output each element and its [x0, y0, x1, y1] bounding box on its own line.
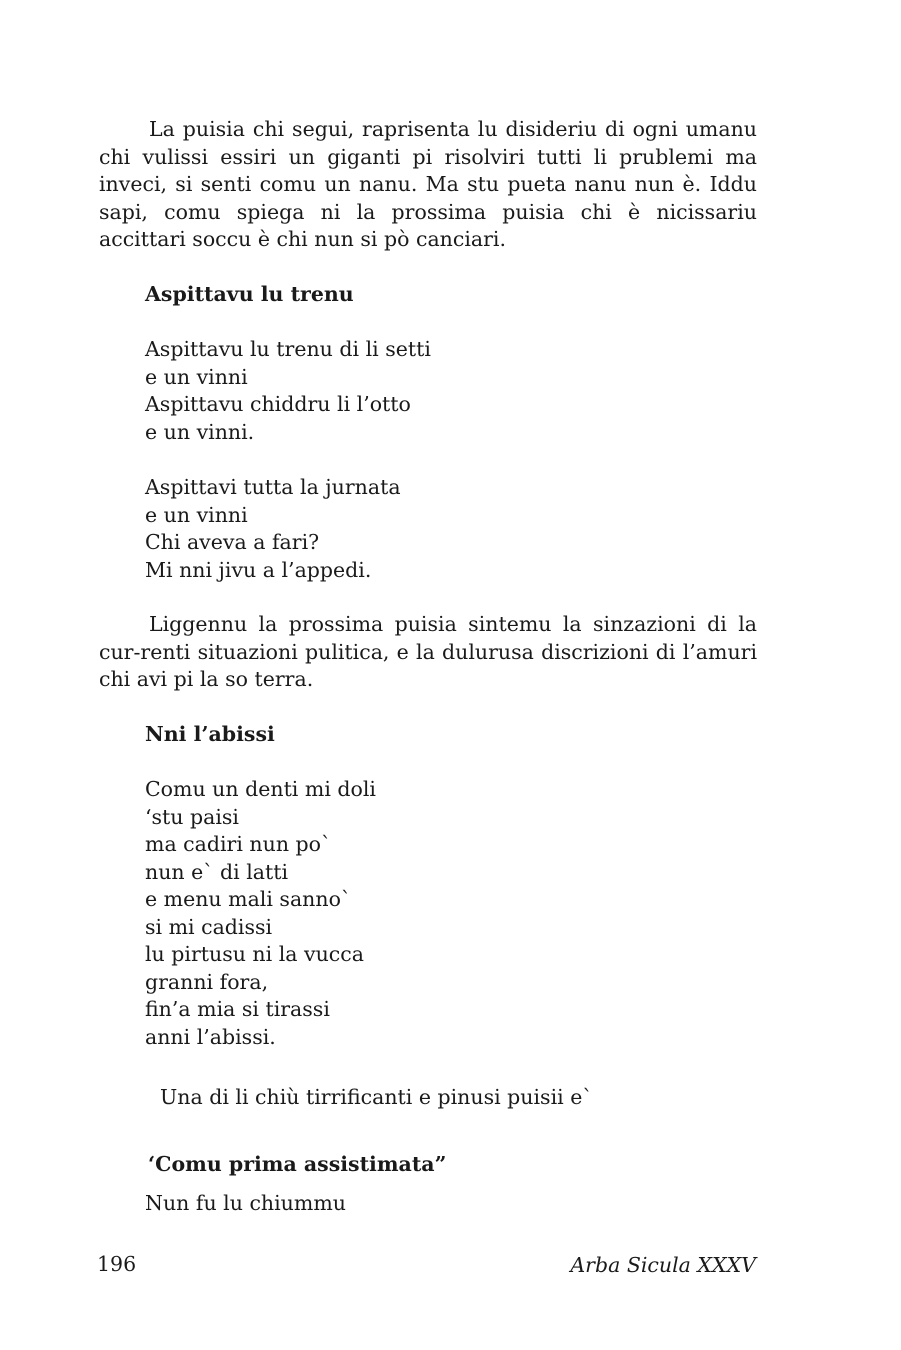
poem-line: e menu mali sanno` — [145, 887, 352, 911]
intro-paragraph: La puisia chi segui, raprisenta lu disideriu di ogni umanu chi vulissi essiri un giganti pi risolviri tutti li prublemi ma inveci, si senti comu un nanu. Ma stu pueta nanu nun è. Iddu sapi, comu spiega ni la prossima puisia chi è nicissariu accittari soccu è chi nun si pò canciari. — [99, 117, 757, 251]
poem-line: si mi cadissi — [145, 914, 273, 939]
poem-line: anni l’abissi. — [145, 1024, 276, 1049]
poem-title: Nni l’abissi — [145, 722, 275, 746]
poem-body — [145, 776, 376, 1051]
poem-line: Aspittavu chiddru li l’otto — [145, 392, 411, 416]
poem-title: Aspittavu lu trenu — [145, 282, 354, 306]
poem-stanza — [145, 336, 431, 446]
poem-line: e un vinni. — [145, 419, 255, 444]
page-number: 196 — [97, 1252, 137, 1276]
poem-line: ‘stu paisi — [145, 804, 239, 829]
poem-line: Aspittavi tutta la jurnata — [145, 475, 401, 499]
poem-line: granni fora, — [145, 969, 269, 994]
second-paragraph: Liggennu la prossima puisia sintemu la sinzazioni di la cur-renti situazioni pulitica, e la dulurusa discrizioni di l’amuri chi avi pi la so terra. — [99, 612, 757, 691]
poem-line: Chi aveva a fari? — [145, 530, 320, 554]
poem-line: e un vinni — [145, 502, 248, 527]
poem-line: Mi nni jivu a l’appedi. — [145, 557, 372, 582]
poem-line: Nun fu lu chiummu — [145, 1191, 346, 1215]
poem-line: Comu un denti mi doli — [145, 777, 376, 801]
intro-line: Una di li chiù tirrificanti e pinusi puisii e` — [160, 1085, 593, 1109]
poem-line: ma cadiri nun po` — [145, 832, 332, 856]
poem-line: nun e` di latti — [145, 859, 289, 884]
poem-line: fin’a mia si tirassi — [145, 997, 330, 1021]
poem-line: e un vinni — [145, 364, 248, 389]
poem-line: Aspittavu lu trenu di li setti — [145, 337, 431, 361]
poem-title: ‘Comu prima assistimata” — [148, 1152, 447, 1176]
poem-stanza — [145, 474, 401, 584]
poem-line: lu pirtusu ni la vucca — [145, 942, 364, 966]
journal-title: Arba Sicula XXXV — [570, 1253, 756, 1277]
